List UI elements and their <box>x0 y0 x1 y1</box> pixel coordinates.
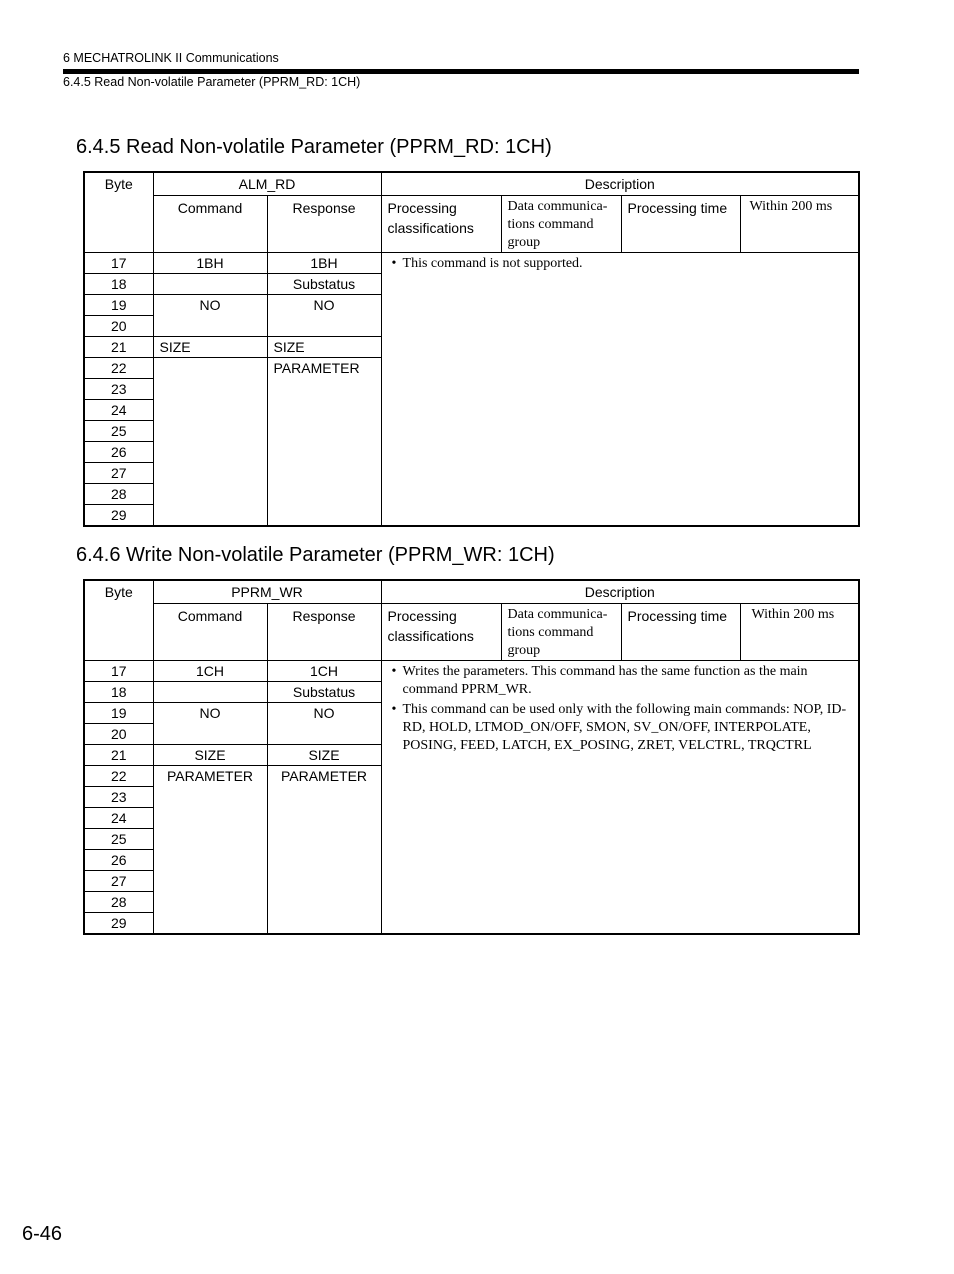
section-header: 6.4.5 Read Non-volatile Parameter (PPRM_RD: 1CH) <box>63 75 361 89</box>
byte-cell: 26 <box>84 442 153 463</box>
processing-time-value: Within 200 ms <box>740 604 859 661</box>
processing-time-value: Within 200 ms <box>740 196 859 253</box>
response-cell: NO <box>267 295 381 337</box>
response-cell: 1BH <box>267 253 381 274</box>
byte-cell: 18 <box>84 682 153 703</box>
command-cell: NO <box>153 295 267 337</box>
byte-cell: 19 <box>84 703 153 724</box>
byte-cell: 24 <box>84 400 153 421</box>
command-cell <box>153 358 267 527</box>
description-item: • Writes the parameters. This command has the same function as the main command PPRM_WR. <box>392 663 853 699</box>
response-cell: 1CH <box>267 661 381 682</box>
byte-cell: 29 <box>84 505 153 527</box>
page-number: 6-46 <box>22 1223 63 1245</box>
byte-cell: 23 <box>84 379 153 400</box>
byte-cell: 21 <box>84 745 153 766</box>
byte-cell: 20 <box>84 724 153 745</box>
byte-cell: 25 <box>84 421 153 442</box>
section-title-pprm-wr: 6.4.6 Write Non-volatile Parameter (PPRM_WR: 1CH) <box>76 544 555 566</box>
description-header: Description <box>381 172 859 196</box>
byte-cell: 27 <box>84 871 153 892</box>
byte-cell: 27 <box>84 463 153 484</box>
byte-header: Byte <box>84 172 153 253</box>
byte-cell: 26 <box>84 850 153 871</box>
header-rule <box>63 69 859 74</box>
processing-time-label: Processing time <box>621 604 740 661</box>
response-cell: SIZE <box>267 745 381 766</box>
response-cell: SIZE <box>267 337 381 358</box>
byte-cell: 22 <box>84 766 153 787</box>
byte-cell: 25 <box>84 829 153 850</box>
processing-classifications-label: Processing classifications <box>381 604 501 661</box>
chapter-header: 6 MECHATROLINK II Communications <box>63 51 279 65</box>
byte-cell: 29 <box>84 913 153 935</box>
byte-cell: 21 <box>84 337 153 358</box>
byte-cell: 20 <box>84 316 153 337</box>
pprm-rd-table <box>83 171 860 527</box>
command-cell: 1CH <box>153 661 267 682</box>
response-cell: PARAMETER <box>267 358 381 527</box>
byte-cell: 28 <box>84 892 153 913</box>
byte-cell: 23 <box>84 787 153 808</box>
byte-header: Byte <box>84 580 153 661</box>
byte-cell: 19 <box>84 295 153 316</box>
byte-cell: 17 <box>84 661 153 682</box>
description-cell <box>381 661 859 935</box>
processing-classifications-value: Data communica-tions command group <box>501 196 621 253</box>
command-name-header: PPRM_WR <box>153 580 381 604</box>
byte-cell: 18 <box>84 274 153 295</box>
command-cell: 1BH <box>153 253 267 274</box>
byte-cell: 22 <box>84 358 153 379</box>
response-cell: PARAMETER <box>267 766 381 935</box>
section-title-pprm-rd: 6.4.5 Read Non-volatile Parameter (PPRM_RD: 1CH) <box>76 136 552 158</box>
response-header: Response <box>267 196 381 253</box>
description-item: • This command is not supported. <box>392 255 853 273</box>
command-cell: NO <box>153 703 267 745</box>
description-header: Description <box>381 580 859 604</box>
command-cell: PARAMETER <box>153 766 267 935</box>
command-cell: SIZE <box>153 745 267 766</box>
command-cell <box>153 274 267 295</box>
response-cell: Substatus <box>267 682 381 703</box>
response-cell: NO <box>267 703 381 745</box>
description-cell <box>381 253 859 527</box>
byte-cell: 17 <box>84 253 153 274</box>
processing-classifications-label: Processing classifications <box>381 196 501 253</box>
processing-time-label: Processing time <box>621 196 740 253</box>
response-header: Response <box>267 604 381 661</box>
pprm-wr-table <box>83 579 860 935</box>
response-cell: Substatus <box>267 274 381 295</box>
byte-cell: 28 <box>84 484 153 505</box>
command-header: Command <box>153 604 267 661</box>
byte-cell: 24 <box>84 808 153 829</box>
processing-classifications-value: Data communica-tions command group <box>501 604 621 661</box>
description-item: • This command can be used only with the following main commands: NOP, ID-RD, HOLD, LTMOD_ON/OFF, SMON, SV_ON/OFF, INTERPOLATE, POSING, FEED, LATCH, EX_POSING, ZRET, VELCTRL, TRQCTRL <box>392 701 853 755</box>
command-cell: SIZE <box>153 337 267 358</box>
command-cell <box>153 682 267 703</box>
command-name-header: ALM_RD <box>153 172 381 196</box>
command-header: Command <box>153 196 267 253</box>
